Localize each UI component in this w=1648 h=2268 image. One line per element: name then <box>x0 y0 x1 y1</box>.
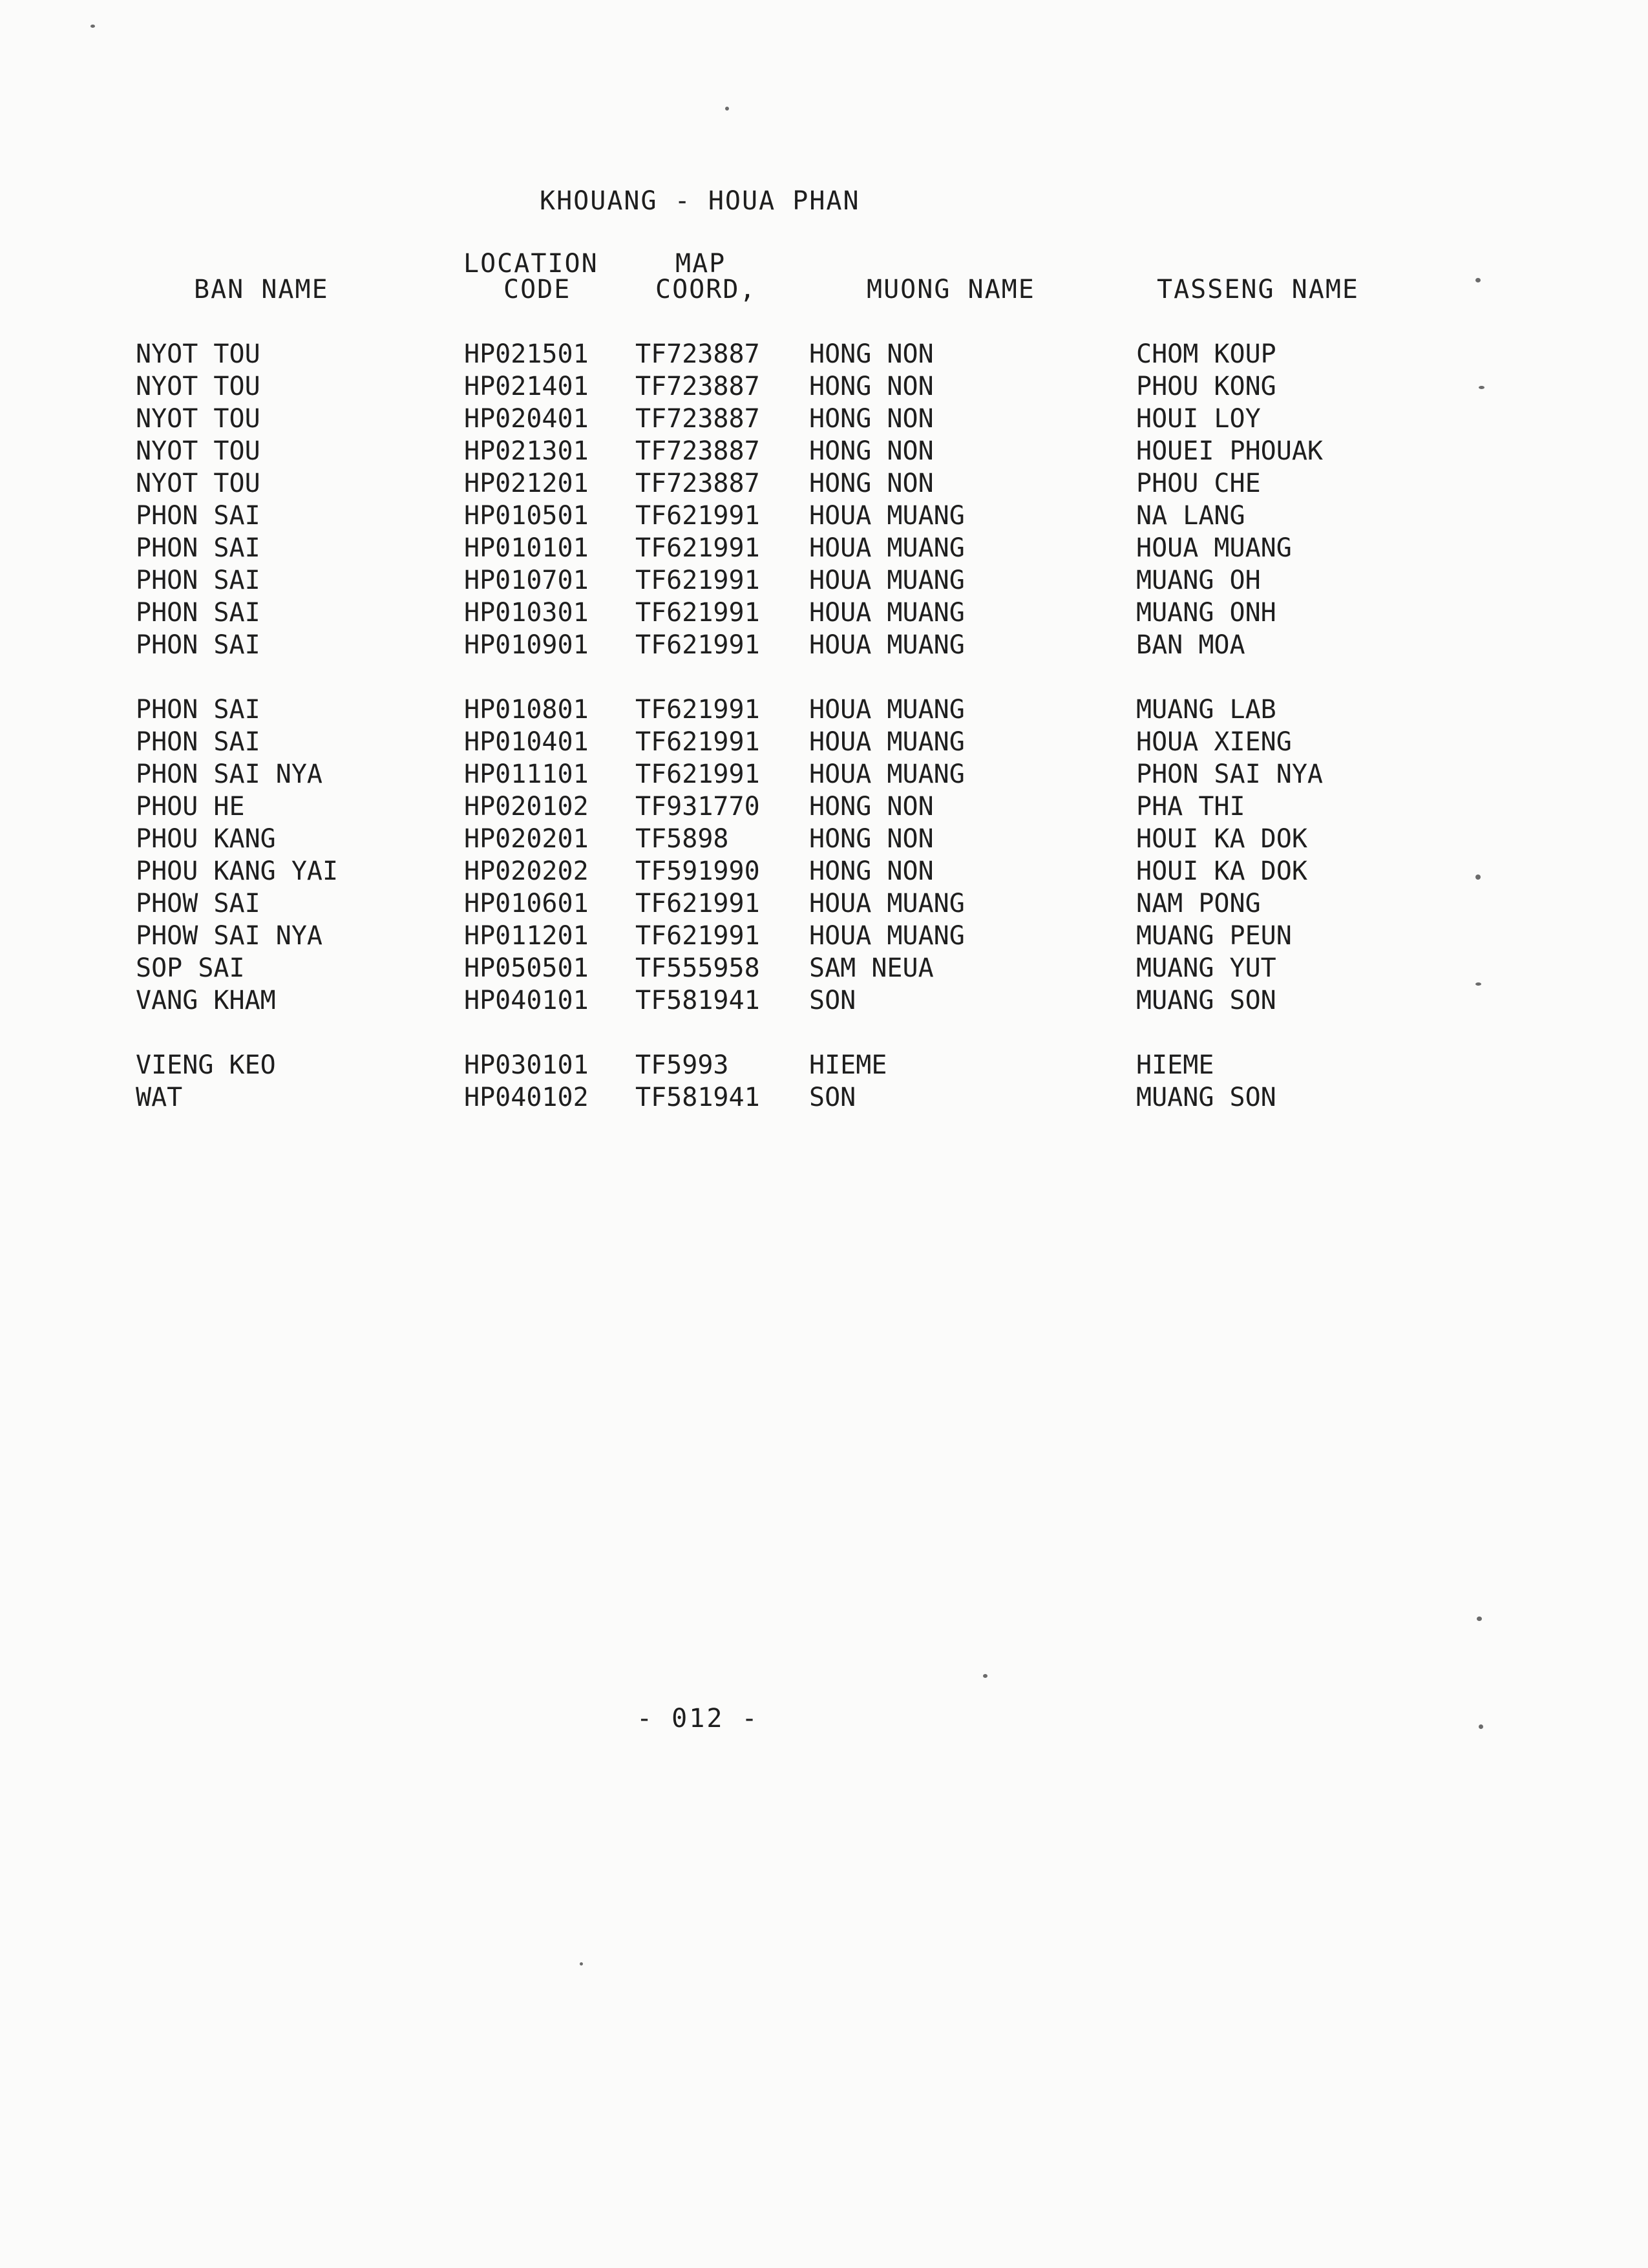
map-coord-cell: TF621991 <box>635 533 760 563</box>
map-coord-cell: TF723887 <box>635 372 760 401</box>
table-row <box>0 339 1648 372</box>
table-row <box>0 1050 1648 1083</box>
muong-name-cell: HOUA MUANG <box>809 533 965 563</box>
map-coord-cell: TF621991 <box>635 566 760 595</box>
muong-name-cell: HIEME <box>809 1050 887 1080</box>
location-code-cell: HP011101 <box>464 759 589 789</box>
map-coord-cell: TF555958 <box>635 953 760 983</box>
tasseng-name-cell: NAM PONG <box>1136 889 1261 918</box>
map-coord-cell: TF621991 <box>635 889 760 918</box>
map-coord-cell: TF723887 <box>635 404 760 434</box>
tasseng-name-cell: MUANG ONH <box>1136 598 1276 628</box>
location-code-cell: HP010101 <box>464 533 589 563</box>
location-code-cell: HP010501 <box>464 501 589 531</box>
map-coord-cell: TF5993 <box>635 1050 729 1080</box>
ban-name-cell: VIENG KEO <box>136 1050 276 1080</box>
tasseng-name-cell: MUANG SON <box>1136 1083 1276 1112</box>
ban-name-cell: PHOU KANG YAI <box>136 856 339 886</box>
map-coord-cell: TF621991 <box>635 598 760 628</box>
table-row <box>0 856 1648 889</box>
location-code-cell: HP030101 <box>464 1050 589 1080</box>
ban-name-cell: VANG KHAM <box>136 986 276 1015</box>
tasseng-name-cell: HOUI KA DOK <box>1136 856 1307 886</box>
map-coord-cell: TF621991 <box>635 727 760 757</box>
scan-speck <box>983 1674 988 1678</box>
location-code-cell: HP021501 <box>464 339 589 369</box>
tasseng-name-cell: CHOM KOUP <box>1136 339 1276 369</box>
location-code-cell: HP020201 <box>464 824 589 854</box>
tasseng-name-cell: PHA THI <box>1136 792 1245 821</box>
location-code-cell: HP010301 <box>464 598 589 628</box>
map-coord-cell: TF723887 <box>635 339 760 369</box>
map-coord-cell: TF931770 <box>635 792 760 821</box>
location-code-cell: HP020102 <box>464 792 589 821</box>
tasseng-name-cell: MUANG YUT <box>1136 953 1276 983</box>
table-row <box>0 727 1648 759</box>
muong-name-cell: HONG NON <box>809 404 934 434</box>
table-row <box>0 598 1648 630</box>
scan-speck <box>1477 1616 1482 1621</box>
ban-name-cell: NYOT TOU <box>136 372 260 401</box>
tasseng-name-cell: HOUA MUANG <box>1136 533 1292 563</box>
ban-name-cell: PHON SAI <box>136 695 260 725</box>
table-row <box>0 889 1648 921</box>
ban-name-cell: WAT <box>136 1083 183 1112</box>
location-code-cell: HP021201 <box>464 469 589 498</box>
muong-name-cell: HOUA MUANG <box>809 727 965 757</box>
muong-name-cell: SON <box>809 1083 856 1112</box>
table-row <box>0 566 1648 598</box>
muong-name-cell: HOUA MUANG <box>809 598 965 628</box>
ban-name-cell: PHON SAI <box>136 501 260 531</box>
table-row <box>0 759 1648 792</box>
table-row <box>0 630 1648 662</box>
ban-name-cell: PHOW SAI NYA <box>136 921 322 951</box>
tasseng-name-cell: MUANG SON <box>1136 986 1276 1015</box>
location-code-cell: HP010401 <box>464 727 589 757</box>
scan-speck <box>1479 386 1484 389</box>
tasseng-name-cell: MUANG LAB <box>1136 695 1276 725</box>
ban-name-cell: NYOT TOU <box>136 339 260 369</box>
table-row <box>0 533 1648 566</box>
ban-name-cell: SOP SAI <box>136 953 245 983</box>
muong-name-cell: SON <box>809 986 856 1015</box>
ban-name-cell: PHOU KANG <box>136 824 276 854</box>
scan-speck <box>1475 982 1481 986</box>
location-code-cell: HP021301 <box>464 436 589 466</box>
table-row <box>0 501 1648 533</box>
header-map-coord-top: MAP <box>675 249 726 279</box>
muong-name-cell: HOUA MUANG <box>809 695 965 725</box>
location-code-cell: HP050501 <box>464 953 589 983</box>
map-coord-cell: TF621991 <box>635 921 760 951</box>
location-code-cell: HP010701 <box>464 566 589 595</box>
table-row <box>0 792 1648 824</box>
map-coord-cell: TF621991 <box>635 630 760 660</box>
map-coord-cell: TF621991 <box>635 501 760 531</box>
tasseng-name-cell: HIEME <box>1136 1050 1214 1080</box>
tasseng-name-cell: PHON SAI NYA <box>1136 759 1323 789</box>
map-coord-cell: TF591990 <box>635 856 760 886</box>
muong-name-cell: HOUA MUANG <box>809 501 965 531</box>
location-code-cell: HP010801 <box>464 695 589 725</box>
tasseng-name-cell: HOUI LOY <box>1136 404 1261 434</box>
map-coord-cell: TF723887 <box>635 469 760 498</box>
muong-name-cell: HONG NON <box>809 436 934 466</box>
table-row <box>0 1083 1648 1115</box>
ban-name-cell: PHON SAI NYA <box>136 759 322 789</box>
table-row <box>0 469 1648 501</box>
muong-name-cell: HONG NON <box>809 372 934 401</box>
muong-name-cell: HOUA MUANG <box>809 889 965 918</box>
header-location-code-top: LOCATION <box>463 249 598 279</box>
map-coord-cell: TF723887 <box>635 436 760 466</box>
ban-name-cell: PHON SAI <box>136 727 260 757</box>
tasseng-name-cell: HOUI KA DOK <box>1136 824 1307 854</box>
ban-name-cell: PHOU HE <box>136 792 245 821</box>
map-coord-cell: TF581941 <box>635 1083 760 1112</box>
table-row <box>0 953 1648 986</box>
ban-name-cell: NYOT TOU <box>136 469 260 498</box>
location-code-cell: HP010901 <box>464 630 589 660</box>
muong-name-cell: HONG NON <box>809 469 934 498</box>
table-row <box>0 404 1648 436</box>
muong-name-cell: HOUA MUANG <box>809 566 965 595</box>
tasseng-name-cell: BAN MOA <box>1136 630 1245 660</box>
header-muong-name: MUONG NAME <box>867 275 1035 304</box>
location-code-cell: HP020401 <box>464 404 589 434</box>
muong-name-cell: HONG NON <box>809 824 934 854</box>
header-ban-name: BAN NAME <box>194 275 329 304</box>
page-title: KHOUANG - HOUA PHAN <box>540 186 860 216</box>
tasseng-name-cell: PHOU KONG <box>1136 372 1276 401</box>
muong-name-cell: HOUA MUANG <box>809 759 965 789</box>
ban-name-cell: NYOT TOU <box>136 436 260 466</box>
table-row <box>0 372 1648 404</box>
header-map-coord-bottom: COORD, <box>655 275 757 304</box>
muong-name-cell: HONG NON <box>809 856 934 886</box>
tasseng-name-cell: HOUEI PHOUAK <box>1136 436 1323 466</box>
ban-name-cell: PHON SAI <box>136 566 260 595</box>
map-coord-cell: TF621991 <box>635 695 760 725</box>
scan-speck <box>1479 1724 1483 1729</box>
muong-name-cell: SAM NEUA <box>809 953 934 983</box>
map-coord-cell: TF581941 <box>635 986 760 1015</box>
muong-name-cell: HONG NON <box>809 339 934 369</box>
location-code-cell: HP011201 <box>464 921 589 951</box>
scan-speck <box>580 1962 583 1966</box>
table-row <box>0 436 1648 469</box>
table-row <box>0 986 1648 1018</box>
location-code-cell: HP040101 <box>464 986 589 1015</box>
ban-name-cell: PHOW SAI <box>136 889 260 918</box>
header-tasseng-name: TASSENG NAME <box>1157 275 1359 304</box>
scan-speck <box>1475 278 1481 282</box>
tasseng-name-cell: HOUA XIENG <box>1136 727 1292 757</box>
location-code-cell: HP020202 <box>464 856 589 886</box>
muong-name-cell: HOUA MUANG <box>809 921 965 951</box>
ban-name-cell: PHON SAI <box>136 630 260 660</box>
tasseng-name-cell: MUANG PEUN <box>1136 921 1292 951</box>
ban-name-cell: PHON SAI <box>136 598 260 628</box>
scan-speck <box>1475 874 1481 880</box>
page-number: - 012 - <box>637 1704 759 1733</box>
ban-name-cell: NYOT TOU <box>136 404 260 434</box>
muong-name-cell: HOUA MUANG <box>809 630 965 660</box>
table-row <box>0 695 1648 727</box>
scan-speck <box>725 107 729 111</box>
tasseng-name-cell: NA LANG <box>1136 501 1245 531</box>
location-code-cell: HP040102 <box>464 1083 589 1112</box>
muong-name-cell: HONG NON <box>809 792 934 821</box>
location-code-cell: HP021401 <box>464 372 589 401</box>
header-location-code-bottom: CODE <box>503 275 571 304</box>
tasseng-name-cell: MUANG OH <box>1136 566 1261 595</box>
table-row <box>0 824 1648 856</box>
map-coord-cell: TF621991 <box>635 759 760 789</box>
table-row <box>0 921 1648 953</box>
ban-name-cell: PHON SAI <box>136 533 260 563</box>
map-coord-cell: TF5898 <box>635 824 729 854</box>
tasseng-name-cell: PHOU CHE <box>1136 469 1261 498</box>
scan-speck <box>90 25 95 28</box>
location-code-cell: HP010601 <box>464 889 589 918</box>
